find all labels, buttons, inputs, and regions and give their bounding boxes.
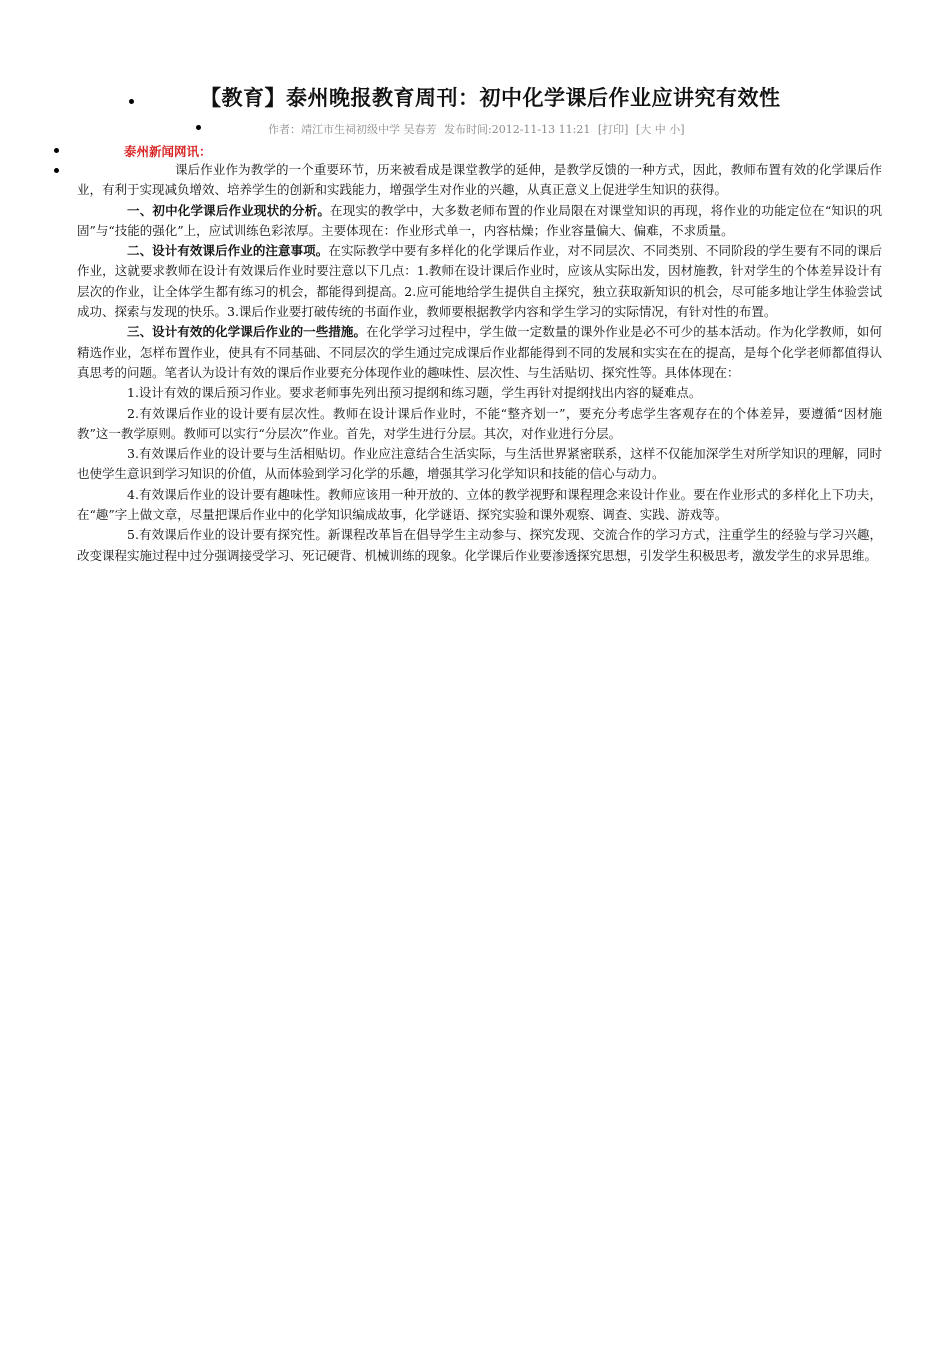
section-1-heading: 一、初中化学课后作业现状的分析。 [127,202,331,218]
article-meta [268,121,689,137]
publish-time: 发布时间:2012-11-13 11:21 [444,123,591,136]
section-1-paragraph: 一、初中化学课后作业现状的分析。在现实的教学中，大多数老师布置的作业局限在对课堂知识的再现，将作业的功能定位在“知识的巩固”与“技能的强化”上，应试训练色彩浓厚。主要体现在：作业形式单一，内容枯燥；作业容量偏大、偏难，不求质量。 [77,202,882,238]
point-4-paragraph: 4.有效课后作业的设计要有趣味性。教师应该用一种开放的、立体的教学视野和课程理念来设计作业。要在作业形式的多样化上下功夫，在“趣”字上做文章，尽量把课后作业中的化学知识编成故事，化学谜语、探究实验和课外观察、调查、实践、游戏等。 [77,486,882,523]
title-bullet [129,99,134,104]
news-source: 泰州新闻网讯： [124,144,212,159]
section-2-heading: 二、设计有效课后作业的注意事项。 [127,243,329,259]
intro-paragraph: 课后作业作为教学的一个重要环节，历来被看成是课堂教学的延伸，是教学反馈的一种方式，因此，教师布置有效的化学课后作业，有利于实现减负增效、培养学生的创新和实践能力，增强学生对作业的兴趣，从真正意义上促进学生知识的获得。 [77,162,882,198]
font-size-links[interactable]: [大 中 小] [635,123,685,136]
print-link[interactable]: [打印] [597,123,629,136]
source-bullet [54,148,59,153]
point-3-paragraph: 3.有效课后作业的设计要与生活相贴切。作业应注意结合生活实际，与生活世界紧密联系，这样不仅能加深学生对所学知识的理解，同时也使学生意识到学习知识的价值，从而体验到学习化学的乐趣，增强其学习化学知识和技能的信心与动力。 [77,446,882,482]
article-title: 【教育】泰州晚报教育周刊：初中化学课后作业应讲究有效性 [200,86,781,110]
article-body [77,160,882,566]
section-3-heading: 三、设计有效的化学课后作业的一些措施。 [127,324,367,340]
meta-bullet [196,125,201,130]
section-2-paragraph: 二、设计有效课后作业的注意事项。在实际教学中要有多样化的化学课后作业，对不同层次、不同类别、不同阶段的学生要有不同的课后作业，这就要求教师在设计有效课后作业时要注意以下几点：1.教师在设计课后作业时，应该从实际出发，因材施教，针对学生的个体差异设计有层次的作业，让全体学生都有练习的机会，都能得到提高。2.应可能地给学生提供自主探究，独立获取新知识的机会，尽可能多地让学生体验尝试成功、探索与发现的快乐。3.课后作业要打破传统的书面作业，教师要根据教学内容和学生学习的实际情况，有针对性的布置。 [77,243,882,320]
point-5-paragraph: 5.有效课后作业的设计要有探究性。新课程改革旨在倡导学生主动参与、探究发现、交流合作的学习方式，注重学生的经验与学习兴趣，改变课程实施过程中过分强调接受学习、死记硬背、机械训练的现象。化学课后作业要渗透探究思想，引发学生积极思考，激发学生的求异思维。 [77,527,882,563]
body-bullet [54,168,59,173]
author-text: 作者：靖江市生祠初级中学 吴春芳 [268,123,437,136]
point-2-paragraph: 2.有效课后作业的设计要有层次性。教师在设计课后作业时，不能“整齐划一”，要充分考虑学生客观存在的个体差异，要遵循“因材施教”这一教学原则。教师可以实行“分层次”作业。首先，对学生进行分层。其次，对作业进行分层。 [77,405,882,441]
section-3-paragraph: 三、设计有效的化学课后作业的一些措施。在化学学习过程中，学生做一定数量的课外作业是必不可少的基本活动。作为化学教师，如何精选作业，怎样布置作业，使具有不同基础、不同层次的学生通过完成课后作业都能得到不同的发展和实实在在的提高，是每个化学老师都值得认真思考的问题。笔者认为设计有效的课后作业要充分体现作业的趣味性、层次性、与生活贴切、探究性等。具体体现在： [77,324,882,380]
point-1-paragraph: 1.设计有效的课后预习作业。要求老师事先列出预习提纲和练习题，学生再针对提纲找出内容的疑难点。 [127,385,702,401]
